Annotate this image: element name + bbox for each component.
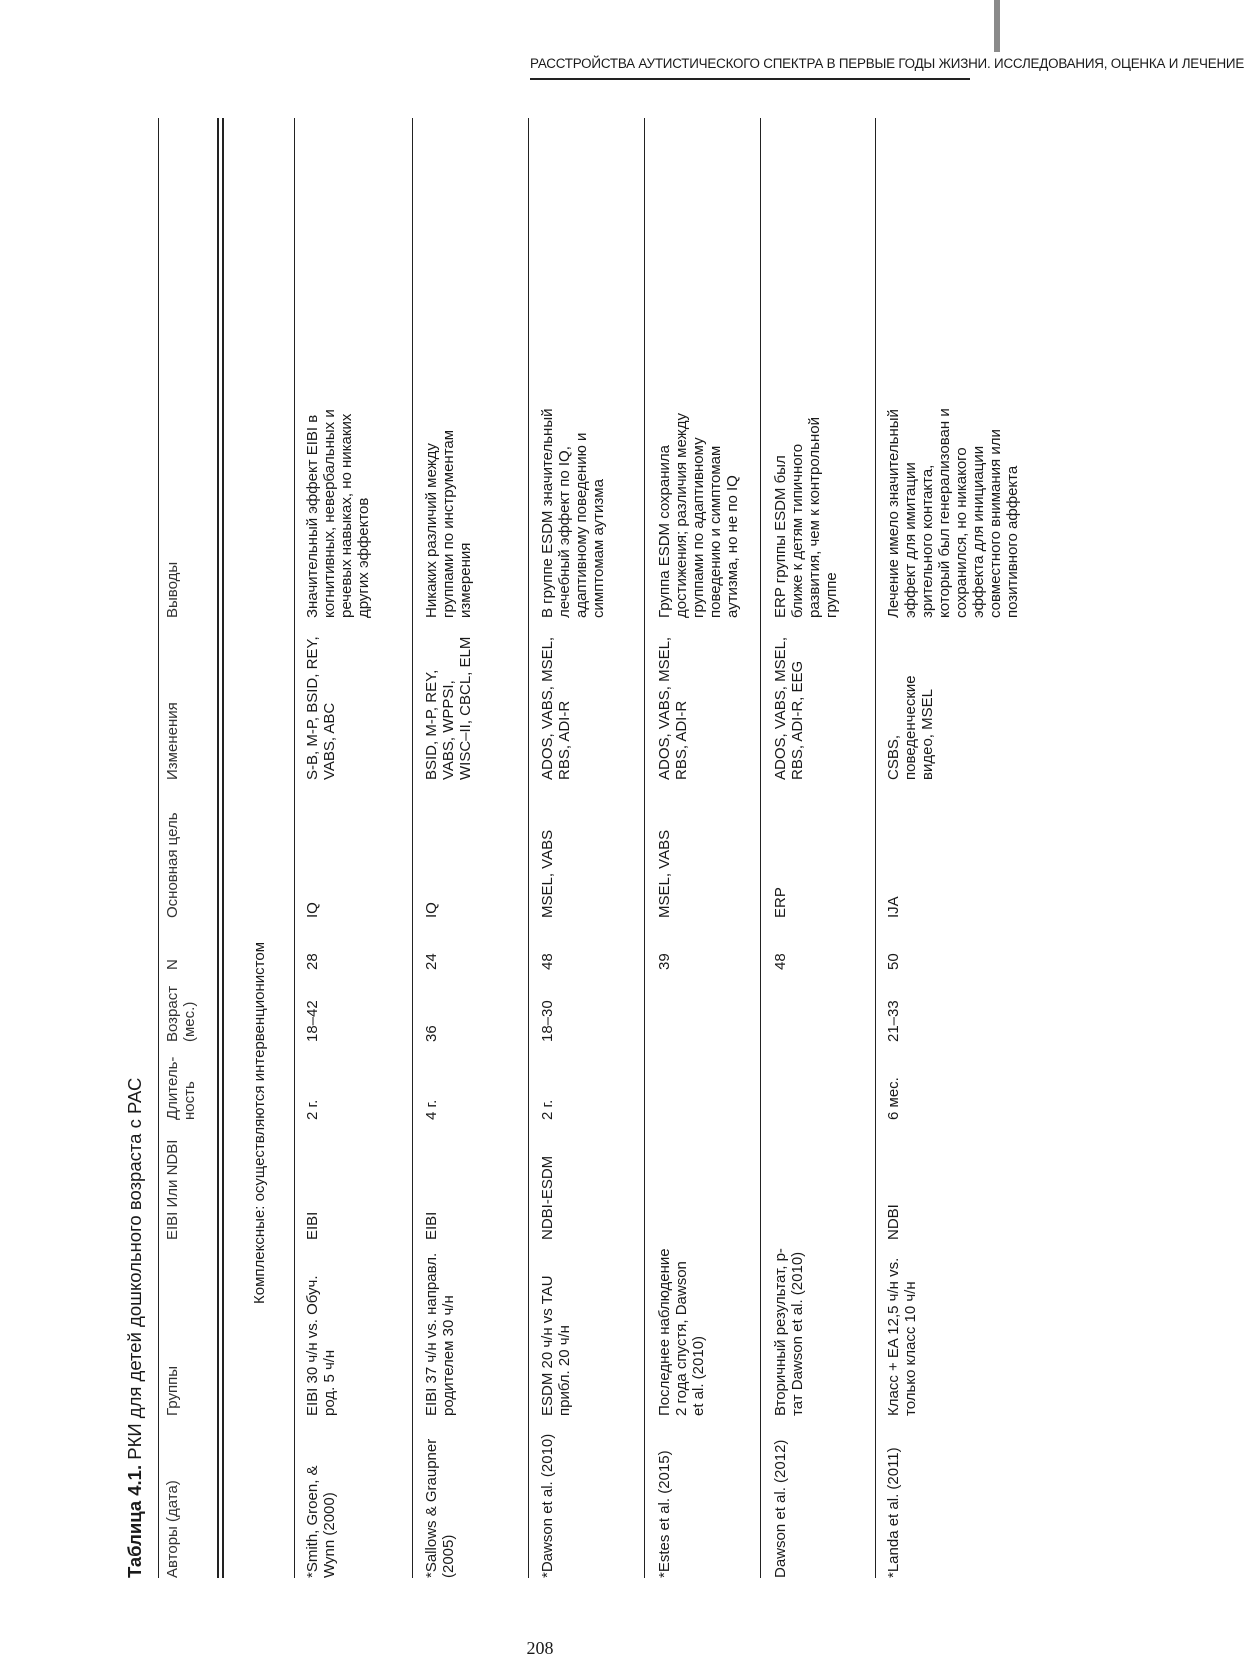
cell-n: 28 bbox=[304, 953, 321, 970]
table-caption bbox=[124, 1078, 146, 1578]
cell-target: IQ bbox=[304, 902, 321, 918]
cell-authors: *Smith, Groen, & Wynn (2000) bbox=[304, 1465, 338, 1578]
row-rule bbox=[294, 118, 295, 1578]
cell-measures: ADOS, VABS, MSEL, RBS, ADI-R bbox=[539, 636, 573, 780]
header-n: N bbox=[164, 959, 181, 970]
cell-age: 18–30 bbox=[539, 1000, 556, 1042]
cell-findings: В группе ESDM значительный лечебный эффект по IQ, адаптивному поведению и симптомам аутизма bbox=[539, 408, 607, 618]
cell-authors: *Landa et al. (2011) bbox=[885, 1447, 902, 1578]
header-measures: Изменения bbox=[164, 702, 181, 780]
header-duration: Длитель-ность bbox=[164, 1056, 198, 1120]
row-rule bbox=[875, 118, 876, 1578]
cell-groups: EIBI 37 ч/н vs. направл. родителем 30 ч/н bbox=[423, 1252, 457, 1416]
cell-target: ERP bbox=[772, 887, 789, 918]
cell-n: 50 bbox=[885, 953, 902, 970]
header-authors: Авторы (дата) bbox=[164, 1480, 181, 1578]
page-edge-mark bbox=[994, 0, 1000, 52]
page-number: 208 bbox=[526, 1638, 554, 1658]
header-rule-lower bbox=[222, 118, 224, 1578]
cell-n: 24 bbox=[423, 953, 440, 970]
cell-authors: *Dawson et al. (2010) bbox=[539, 1433, 556, 1578]
cell-findings: Лечение имело значительный эффект для имитации зрительного контакта, который был генерализован и сохранился, но никакого эффекта для инициации совместного внимания или позитивного аффекта bbox=[885, 408, 1021, 618]
row-rule bbox=[760, 118, 761, 1578]
header-target: Основная цель bbox=[164, 812, 181, 918]
cell-measures: CSBS, поведенческие видео, MSEL bbox=[885, 675, 936, 780]
section-label: Комплексные: осуществляются интервенционистом bbox=[251, 941, 268, 1305]
cell-target: MSEL, VABS bbox=[539, 829, 556, 918]
cell-age: 21–33 bbox=[885, 1000, 902, 1042]
cell-duration: 4 г. bbox=[423, 1099, 440, 1120]
cell-duration: 2 г. bbox=[539, 1099, 556, 1120]
header-type: EIBI Или NDBI bbox=[164, 1139, 181, 1240]
cell-age: 36 bbox=[423, 1025, 440, 1042]
cell-groups: Класс + EA 12,5 ч/н vs. только класс 10 ч/н bbox=[885, 1257, 919, 1416]
cell-n: 39 bbox=[656, 953, 673, 970]
cell-duration: 6 мес. bbox=[885, 1077, 902, 1120]
cell-measures: ADOS, VABS, MSEL, RBS, ADI-R bbox=[656, 636, 690, 780]
cell-target: IJA bbox=[885, 896, 902, 918]
cell-target: IQ bbox=[423, 902, 440, 918]
cell-findings: Никаких различий между группами по инструментам измерения bbox=[423, 429, 474, 618]
cell-duration: 2 г. bbox=[304, 1099, 321, 1120]
cell-groups: EIBI 30 ч/н vs. Обуч. род. 5 ч/н bbox=[304, 1275, 338, 1416]
cell-authors: *Sallows & Graupner (2005) bbox=[423, 1438, 457, 1578]
header-age: Возраст (мес.) bbox=[164, 985, 198, 1042]
cell-groups: Последнее наблюдение 2 года спустя, Dawson et al. (2010) bbox=[656, 1248, 707, 1416]
row-rule bbox=[412, 118, 413, 1578]
cell-findings: Группа ESDM сохранила достижения; различия между группами по адаптивному поведению и симптомам аутизма, но не по IQ bbox=[656, 413, 741, 618]
cell-findings: ERP группы ESDM был ближе к детям типичного развития, чем к контрольной группе bbox=[772, 417, 840, 618]
cell-measures: BSID, M-P, REY, VABS, WPPSI, WISC–II, CBCL, ELM bbox=[423, 636, 474, 780]
rotated-table bbox=[124, 118, 1021, 1578]
cell-groups: Вторичный результат, р-тат Dawson et al. (2010) bbox=[772, 1248, 806, 1416]
cell-findings: Значительный эффект EIBI в когнитивных, невербальных и речевых навыках, но никаких других эффектов bbox=[304, 409, 372, 618]
row-rule bbox=[528, 118, 529, 1578]
cell-authors: Dawson et al. (2012) bbox=[772, 1439, 789, 1578]
cell-target: MSEL, VABS bbox=[656, 829, 673, 918]
row-rule bbox=[644, 118, 645, 1578]
cell-type: NDBI-ESDM bbox=[539, 1155, 556, 1240]
header-groups: Группы bbox=[164, 1366, 181, 1416]
header-findings: Выводы bbox=[164, 561, 181, 618]
table-caption-label: Таблица 4.1. bbox=[124, 1464, 145, 1578]
cell-measures: ADOS, VABS, MSEL, RBS, ADI-R, EEG bbox=[772, 636, 806, 780]
cell-measures: S-B, M-P, BSID, REY, VABS, ABC bbox=[304, 636, 338, 780]
cell-age: 18–42 bbox=[304, 1000, 321, 1042]
table-caption-text: РКИ для детей дошкольного возраста с РАС bbox=[124, 1077, 145, 1460]
cell-groups: ESDM 20 ч/н vs TAU прибл. 20 ч/н bbox=[539, 1275, 573, 1416]
running-head-rule bbox=[530, 78, 970, 80]
table-top-rule bbox=[158, 118, 159, 1578]
cell-n: 48 bbox=[772, 953, 789, 970]
cell-authors: *Estes et al. (2015) bbox=[656, 1450, 673, 1578]
cell-n: 48 bbox=[539, 953, 556, 970]
cell-type: EIBI bbox=[304, 1211, 321, 1240]
running-head: РАССТРОЙСТВА АУТИСТИЧЕСКОГО СПЕКТРА В ПЕРВЫЕ ГОДЫ ЖИЗНИ. ИССЛЕДОВАНИЯ, ОЦЕНКА И ЛЕЧЕНИЕ bbox=[530, 56, 1244, 71]
cell-type: EIBI bbox=[423, 1211, 440, 1240]
cell-type: NDBI bbox=[885, 1204, 902, 1240]
header-rule-upper bbox=[217, 118, 219, 1578]
